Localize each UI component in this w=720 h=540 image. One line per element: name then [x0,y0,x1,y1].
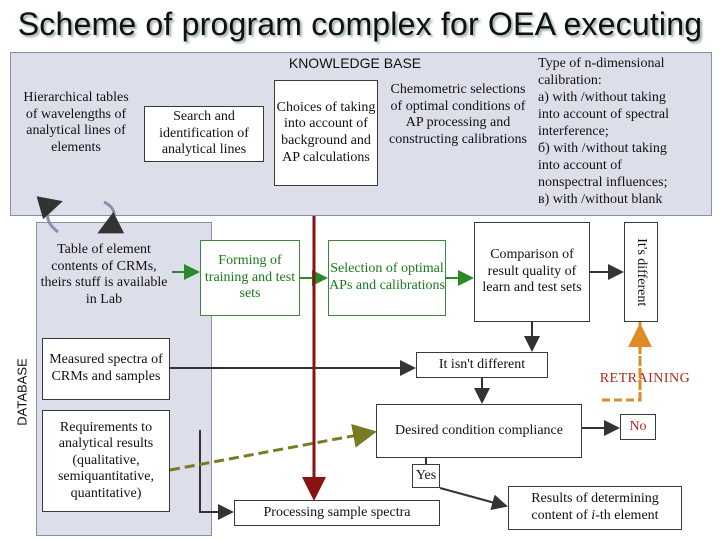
calibration-line: в) with /without blank [538,192,663,207]
results-index: i [591,508,596,523]
curl-arrow-up [48,202,60,232]
calibration-line: a) with /without taking [538,90,666,105]
results-line1: Results of determining [531,491,659,507]
no-label: No [620,414,656,440]
database-label: DATABASE [14,358,30,426]
hierarchical-tables-text: Hierarchical tables of wavelengths of analytical lines of elements [23,90,129,155]
requirements-box: Requirements to analytical results (qualitative, semiquantitative, quantitative) [42,410,170,512]
processing-spectra-box: Processing sample spectra [234,500,440,526]
search-identification-box: Search and identification of analytical lines [144,106,264,162]
knowledge-base-label: KNOWLEDGE BASE [288,55,422,71]
element-contents-text: Table of element contents of CRMs, theirs stuff is available in Lab [40,242,168,307]
results-post: -th element [595,508,659,523]
curl-arrow-down [100,202,114,232]
its-different-label: It's different [634,238,650,306]
chemometric-text: Chemometric selections of optimal conditions of AP processing and constructing calibrations [388,82,528,147]
calibration-line: б) with /without taking [538,141,667,156]
retraining-line [600,322,640,400]
arrow-yes-results [440,488,506,506]
selection-optimal-box: Selection of optimal APs and calibrations [328,240,446,316]
background-choices-box: Choices of taking into account of background and AP calculations [274,80,378,186]
calibration-line: interference; [538,124,609,139]
calibration-line: calibration: [538,73,602,88]
results-pre: content of [531,508,592,523]
calibration-line: nonspectral influences; [538,175,668,190]
calibration-line: into account of spectral [538,107,670,122]
not-different-box: It isn't different [416,352,548,378]
measured-spectra-box: Measured spectra of CRMs and samples [42,338,170,400]
comparison-box: Comparison of result quality of learn and test sets [474,222,590,322]
desired-condition-box: Desired condition compliance [376,404,582,458]
calibration-line: into account of [538,158,622,173]
arrow-measured-processing [200,430,232,512]
calibration-line: Type of n-dimensional [538,56,665,71]
retraining-label: RETRAINING [599,371,691,386]
forming-sets-box: Forming of training and test sets [200,240,300,316]
yes-label: Yes [412,464,440,488]
page-title: Scheme of program complex for OEA executing [17,6,703,42]
